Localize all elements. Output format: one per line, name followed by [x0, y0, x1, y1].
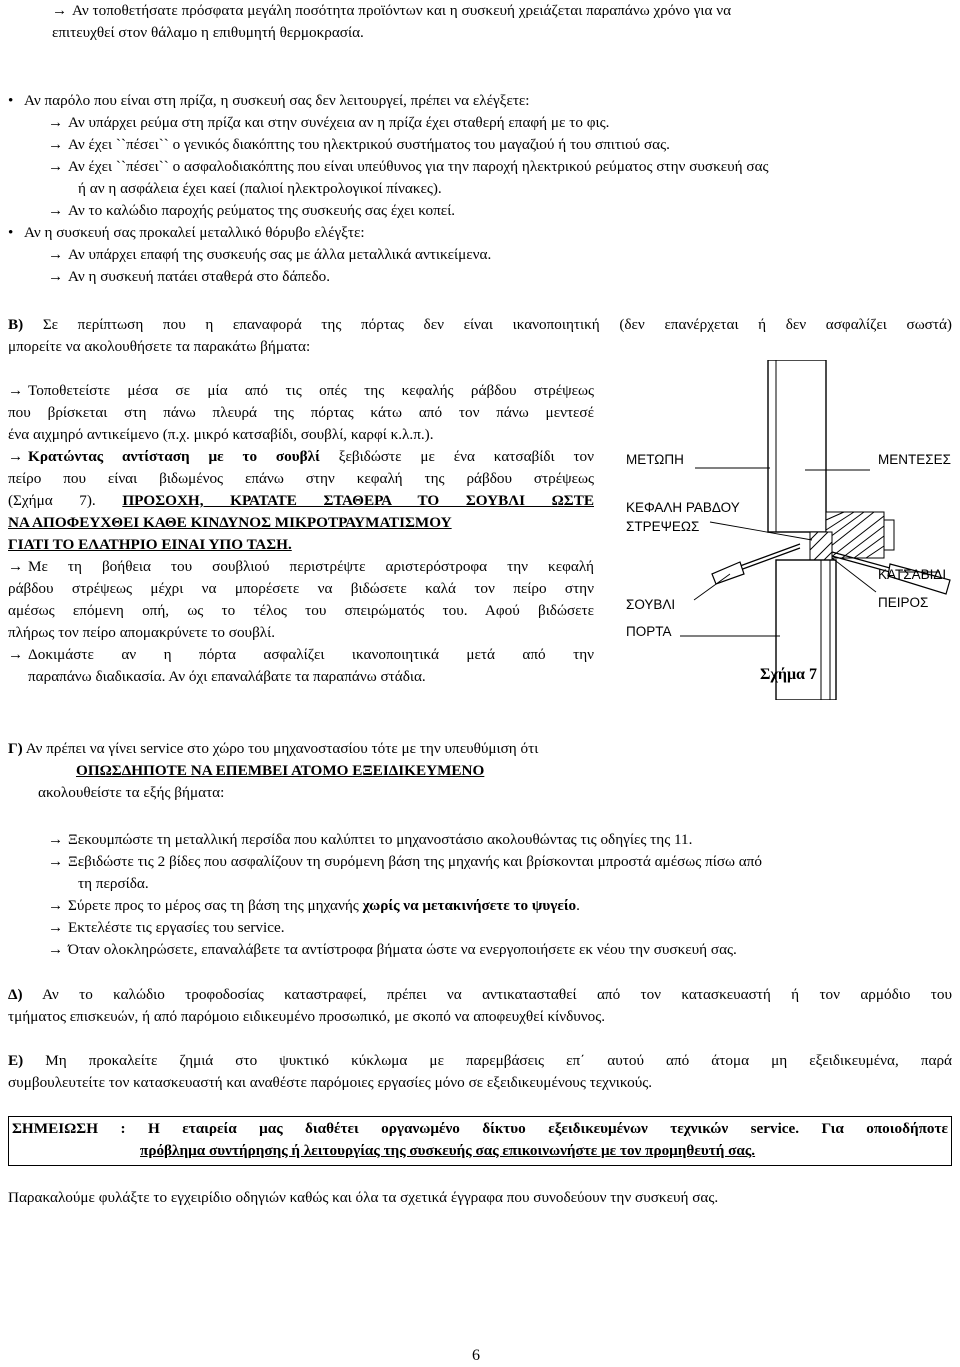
check-item-2: → Αν έχει ``πέσει`` ο γενικός διακόπτης του ηλεκτρικού συστήματος του μαγαζιού ή του σπιτιού σας. — [48, 134, 670, 156]
check-item-4: → Αν το καλώδιο παροχής ρεύματος της συσκευής σας έχει κοπεί. — [48, 200, 455, 222]
arrow-icon: → — [8, 646, 24, 663]
note-line-2: πρόβλημα συντήρησης ή λειτουργίας της συσκευής σας επικοινωνήστε με τον προμηθευτή σας. — [140, 1142, 756, 1159]
hinge-block — [826, 512, 884, 558]
step-2-warning-3: ΓΙΑΤΙ ΤΟ ΕΛΑΤΗΡΙΟ ΕΙΝΑΙ ΥΠΟ ΤΑΣΗ. — [8, 536, 292, 553]
step-2-warning-2: ΝΑ ΑΠΟΦΕΥΧΘΕΙ ΚΑΘΕ ΚΙΝΔΥΝΟΣ ΜΙΚΡΟΤΡΑΥΜΑΤΙΣΜΟΥ — [8, 514, 452, 531]
section-e-line-1: Ε) Μη προκαλείτε ζημιά στο ψυκτικό κύκλωμα με παρεμβάσεις επ΄ αυτού από άτομα μη εξειδικευμένα, παρά — [8, 1052, 953, 1069]
step-2-line-3: (Σχήμα 7). ΠΡΟΣΟΧΗ, ΚΡΑΤΑΤΕ ΣΤΑΘΕΡΑ ΤΟ ΣΟΥΒΛΙ ΩΣΤΕ — [8, 492, 594, 509]
arrow-icon: → — [48, 853, 64, 870]
arrow-icon: → — [48, 158, 64, 175]
check-item-1: → Αν υπάρχει ρεύμα στη πρίζα και στην συνέχεια αν η πρίζα έχει σταθερή επαφή με το φις. — [48, 112, 609, 134]
figure-label-souvli: ΣΟΥΒΛΙ — [626, 597, 676, 612]
arrow-icon: → — [48, 246, 64, 263]
section-d-line-1: Δ) Αν το καλώδιο τροφοδοσίας καταστραφεί, πρέπει να αντικατασταθεί από τον κατασκευαστή ή τον αρμόδιο του — [8, 986, 952, 1003]
check-item-3-cont: ή αν η ασφάλεια έχει καεί (παλιοί ηλεκτρολογικοί πίνακες). — [78, 180, 442, 197]
keep-manual-text: Παρακαλούμε φυλάξτε το εγχειρίδιο οδηγιών καθώς και όλα τα σχετικά έγγραφα που συνοδεύουν την συσκευή σας. — [8, 1189, 719, 1206]
section-b-line-1: Β) Σε περίπτωση που η επαναφορά της πόρτας δεν είναι ικανοποιητική (δεν επανέρχεται ή δεν ασφαλίζει σωστά) — [8, 316, 952, 333]
figure-label-kefali-2: ΣΤΡΕΨΕΩΣ — [626, 519, 700, 534]
step-1-line-1: → Τοποθετείστε μέσα σε μία από τις οπές της κεφαλής ράβδου στρέψεως — [8, 380, 594, 402]
step-3-line-1: → Με τη βοήθεια του σουβλιού περιστρέψτε αριστερόστροφα την κεφαλή — [8, 556, 594, 578]
step-3-line-3: αμέσως επόμενη οπή, ως το τέλος του σπειρώματός του. Αφού βιδώσετε — [8, 602, 594, 619]
figure-label-porta: ΠΟΡΤΑ — [626, 624, 672, 639]
service-step-2-cont: τη περσίδα. — [78, 875, 149, 892]
arrow-icon: → — [52, 2, 68, 19]
figure-label-katsavidi: ΚΑΤΣΑΒΙΔΙ — [878, 567, 947, 582]
arrow-icon: → — [8, 558, 24, 575]
service-step-4: → Εκτελέστε τις εργασίες του service. — [48, 917, 285, 939]
step-1-line-3: ένα αιχμηρό αντικείμενο (π.χ. μικρό κατσαβίδι, σουβλί, καρφί κ.λ.π.). — [8, 426, 434, 443]
figure-label-peiros: ΠΕΙΡΟΣ — [878, 595, 929, 610]
figure-label-kefali-1: ΚΕΦΑΛΗ ΡΑΒΔΟΥ — [626, 500, 740, 515]
torsion-rod-head — [810, 532, 832, 560]
arrow-icon: → — [48, 897, 64, 914]
service-step-5: → Όταν ολοκληρώσετε, επαναλάβετε τα αντίστροφα βήματα ώστε να ενεργοποιήσετε εκ νέου την συσκευή σας. — [48, 939, 737, 961]
arrow-icon: → — [8, 448, 24, 465]
bullet-icon: • — [8, 92, 14, 109]
arrow-icon: → — [8, 382, 24, 399]
section-g-warning: ΟΠΩΣΔΗΠΟΤΕ ΝΑ ΕΠΕΜΒΕΙ ΑΤΟΜΟ ΕΞΕΙΔΙΚΕΥΜΕΝΟ — [76, 762, 485, 779]
top-line-1: → Αν τοποθετήσατε πρόσφατα μεγάλη ποσότητα προϊόντων και η συσκευή χρειάζεται παραπάνω χρόνο για να — [52, 0, 731, 22]
service-step-3: → Σύρετε προς το μέρος σας τη βάση της μηχανής χωρίς να μετακινήσετε το ψυγείο. — [48, 895, 580, 917]
figure-label-metopi: ΜΕΤΩΠΗ — [626, 452, 684, 467]
step-1-line-2: που βρίσκεται στη πάνω πλευρά της πόρτας κάτω από τον πάνω μεντεσέ — [8, 404, 594, 421]
service-step-2: → Ξεβιδώστε τις 2 βίδες που ασφαλίζουν τη συρόμενη βάση της μηχανής και βρίσκονται μπροστά αμέσως πίσω από — [48, 851, 762, 873]
bullet-icon: • — [8, 224, 14, 241]
service-step-1: → Ξεκουμπώστε τη μεταλλική περσίδα που καλύπτει το μηχανοστάσιο ακολουθώντας τις οδηγίες της 11. — [48, 829, 692, 851]
figure-label-mentedes: ΜΕΝΤΕΣΕΣ — [878, 452, 951, 467]
top-line-2: επιτευχθεί στον θάλαμο η επιθυμητή θερμοκρασία. — [52, 24, 364, 41]
noise-intro: • Αν η συσκευή σας προκαλεί μεταλλικό θόρυβο ελέγξτε: — [8, 222, 365, 244]
noise-item-1: → Αν υπάρχει επαφή της συσκευής σας με άλλα μεταλλικά αντικείμενα. — [48, 244, 491, 266]
noise-item-2: → Αν η συσκευή πατάει σταθερά στο δάπεδο. — [48, 266, 330, 288]
section-b-line-2: μπορείτε να ακολουθήσετε τα παρακάτω βήματα: — [8, 338, 311, 355]
arrow-icon: → — [48, 202, 64, 219]
arrow-icon: → — [48, 268, 64, 285]
section-g-line-3: ακολουθείστε τα εξής βήματα: — [38, 784, 225, 801]
arrow-icon: → — [48, 114, 64, 131]
figure-caption: Σχήμα 7 — [760, 666, 817, 683]
arrow-icon: → — [48, 136, 64, 153]
section-e-line-2: συμβουλευτείτε τον κατασκευαστή και αναθέστε παρόμοιες εργασίες μόνο σε εξειδικευμένους τεχνικούς. — [8, 1074, 653, 1091]
step-4-line-1: → Δοκιμάστε αν η πόρτα ασφαλίζει ικανοποιητικά μετά από την — [8, 644, 594, 666]
step-2-line-1: → Κρατώντας αντίσταση με το σουβλί ξεβιδώστε με ένα κατσαβίδι τον — [8, 446, 594, 468]
step-3-line-2: ράβδου στρέψεως μέχρι να μπορέσετε να βιδώσετε καλά τον πείρο στην — [8, 580, 594, 597]
hinge-plate — [884, 520, 894, 550]
step-3-line-4: πλήρως τον πείρο απομακρύνετε το σουβλί. — [8, 624, 276, 641]
check-item-3: → Αν έχει ``πέσει`` ο ασφαλοδιακόπτης που είναι υπεύθυνος για την παροχή ηλεκτρικού ρεύματος στην συσκευή σας — [48, 156, 769, 178]
note-line-1: ΣΗΜΕΙΩΣΗ : Η εταιρεία μας διαθέτει οργανωμένο δίκτυο εξειδικευμένων τεχνικών service. Για οποιοδήποτε — [12, 1120, 948, 1137]
arrow-icon: → — [48, 919, 64, 936]
page-number: 6 — [472, 1347, 480, 1364]
section-g-line-1: Γ) Αν πρέπει να γίνει service στο χώρο του μηχανοστασίου τότε με την υπευθύμιση ότι — [8, 740, 539, 757]
step-4-line-2: παραπάνω διαδικασία. Αν όχι επαναλάβατε τα παραπάνω στάδια. — [28, 668, 426, 685]
check-intro: • Αν παρόλο που είναι στη πρίζα, η συσκευή σας δεν λειτουργεί, πρέπει να ελέγξετε: — [8, 90, 530, 112]
step-2-line-2: πείρο που είναι βιδωμένος επάνω στην κεφαλή της ράβδου στρέψεως — [8, 470, 594, 487]
section-d-line-2: τμήματος επισκευών, ή από παρόμοιο ειδικευμένο προσωπικό, με σκοπό να αποφευχθεί κίνδυνος. — [8, 1008, 606, 1025]
arrow-icon: → — [48, 941, 64, 958]
arrow-icon: → — [48, 831, 64, 848]
cabinet-front — [768, 360, 826, 532]
